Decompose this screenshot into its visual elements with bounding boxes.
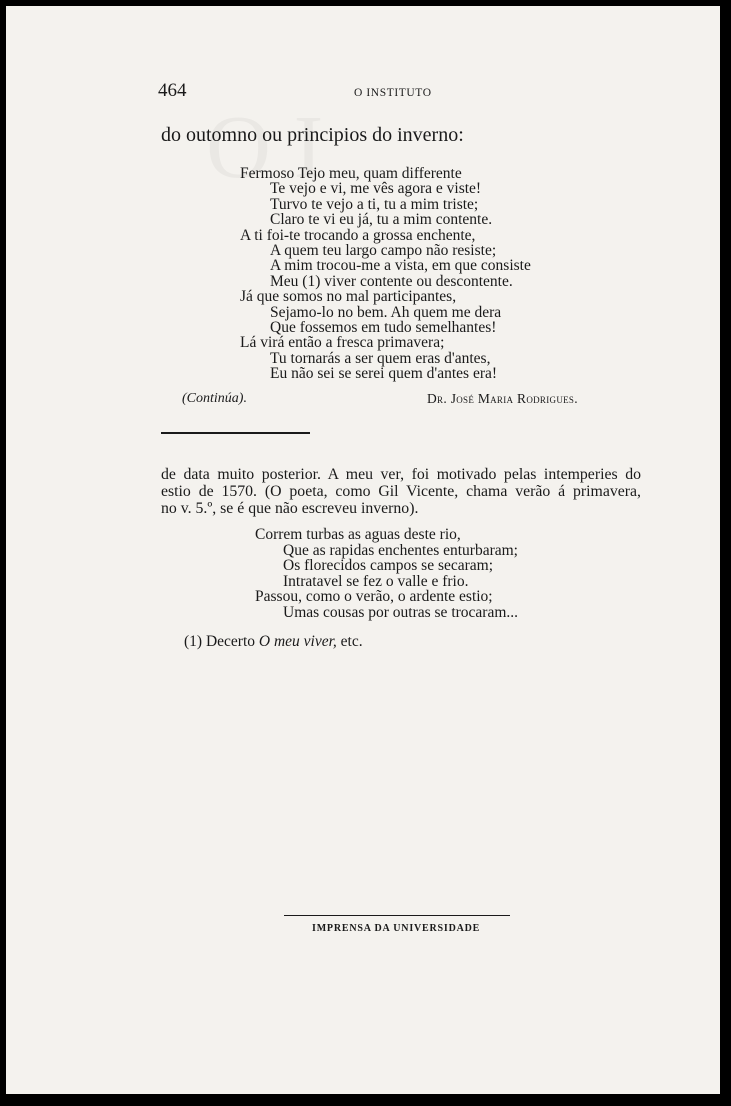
poem-sonnet <box>240 166 531 381</box>
footnote-line: de data muito posterior. A meu ver, foi motivado pelas intemperies do <box>161 466 641 483</box>
poem-line: A mim trocou-me a vista, em que consiste <box>270 257 531 275</box>
footnote-marker: (1) <box>184 633 203 650</box>
footnote-line: estio de 1570. (O poeta, como Gil Vicente, chama verão á primavera, <box>161 483 641 501</box>
footnote-italic-text: O meu viver, <box>258 633 337 650</box>
footnote-divider <box>161 432 310 434</box>
footnote-text: Decerto <box>205 633 256 650</box>
poem-line: A quem teu largo campo não resiste; <box>270 241 497 259</box>
poem-line: Que fossemos em tudo semelhantes! <box>270 318 497 336</box>
imprint: IMPRENSA DA UNIVERSIDADE <box>312 923 481 934</box>
poem-quote <box>255 527 518 621</box>
poem-line: Intratavel se fez o valle e frio. <box>283 572 469 590</box>
imprint-rule <box>284 915 510 916</box>
intro-line: do outomno ou principios do inverno: <box>161 124 464 146</box>
poem-line: Passou, como o verão, o ardente estio; <box>255 588 493 606</box>
running-head: O INSTITUTO <box>354 87 432 99</box>
poem-line: Sejamo-lo no bem. Ah quem me dera <box>270 303 502 321</box>
footnote-line: no v. 5.º, se é que não escreveu inverno). <box>161 500 419 518</box>
document-page <box>6 6 720 1094</box>
poem-line: A ti foi-te trocando a grossa enchente, <box>240 226 476 244</box>
poem-line: Lá virá então a fresca primavera; <box>240 334 445 352</box>
page-number: 464 <box>158 80 187 101</box>
poem-line: Te vejo e vi, me vês agora e viste! <box>270 180 482 198</box>
poem-line: Fermoso Tejo meu, quam differente <box>240 165 462 182</box>
poem-line: Os florecidos campos se secaram; <box>283 557 494 575</box>
poem-line: Umas cousas por outras se trocaram... <box>283 603 519 621</box>
poem-line: Eu não sei se serei quem d'antes era! <box>270 365 498 383</box>
poem-line: Já que somos no mal participantes, <box>240 288 457 306</box>
poem-line: Que as rapidas enchentes enturbaram; <box>283 541 518 559</box>
author-signature: Dr. José Maria Rodrigues. <box>427 391 578 406</box>
poem-line: Meu (1) viver contente ou descontente. <box>270 272 513 290</box>
poem-line: Claro te vi eu já, tu a mim contente. <box>270 211 493 229</box>
poem-line: Correm turbas as aguas deste rio, <box>255 526 461 543</box>
poem-line: Turvo te vejo a ti, tu a mim triste; <box>270 195 479 213</box>
poem-line: Tu tornarás a ser quem eras d'antes, <box>270 349 491 367</box>
footnote-text-end: etc. <box>340 633 363 650</box>
footnote-1 <box>184 633 363 651</box>
continua-note: (Continúa). <box>182 391 247 406</box>
footnote-continuation <box>161 466 641 518</box>
